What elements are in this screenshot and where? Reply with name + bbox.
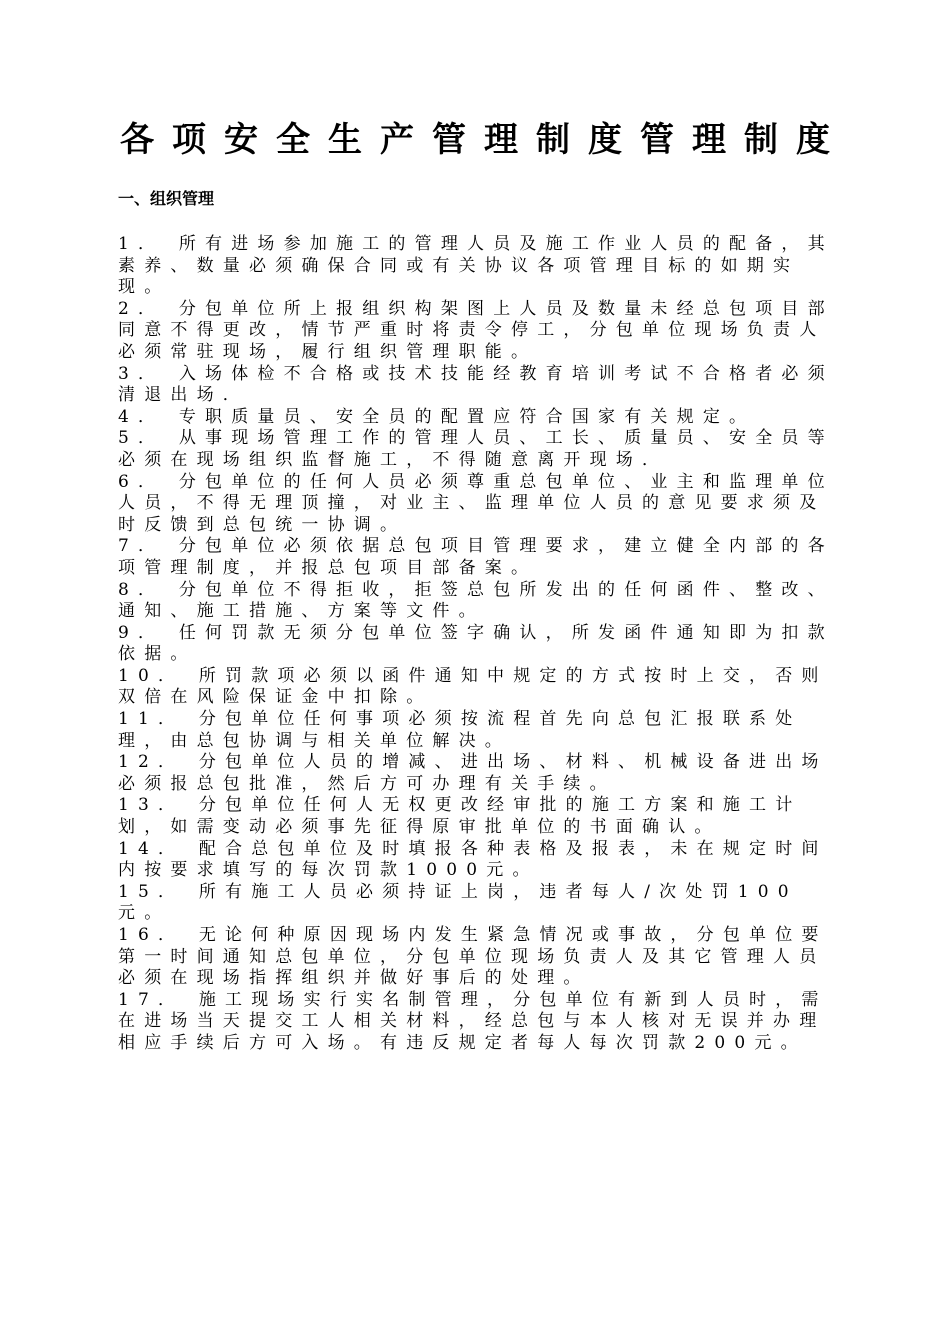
regulation-item: 13． 分包单位任何人无权更改经审批的施工方案和施工计划，如需变动必须事先征得原审批单位的书面确认。	[118, 795, 802, 838]
regulation-item: 9． 任何罚款无须分包单位签字确认，所发函件通知即为扣款依据。	[118, 622, 834, 665]
regulation-item: 14． 配合总包单位及时填报各种表格及报表，未在规定时间内按要求填写的每次罚款1000元。	[118, 838, 828, 881]
regulation-item: 15． 所有施工人员必须持证上岗，违者每人/次处罚100元。	[118, 881, 798, 924]
regulation-item: 6． 分包单位的任何人员必须尊重总包单位、业主和监理单位人员，不得无理顶撞，对业主、监理单位人员的意见要求须及时反馈到总包统一协调。	[118, 471, 834, 535]
regulation-item: 5． 从事现场管理工作的管理人员、工长、质量员、安全员等必须在现场组织监督施工，不得随意离开现场．	[118, 428, 834, 470]
regulation-item: 4． 专职质量员、安全员的配置应符合国家有关规定。	[118, 406, 756, 427]
regulation-item: 12． 分包单位人员的增减、进出场、材料、机械设备进出场必须报总包批准，然后方可办理有关手续。	[118, 752, 828, 794]
document-title: 各项安全生产管理制度管理制度	[120, 120, 848, 160]
regulation-item: 7． 分包单位必须依据总包项目管理要求，建立健全内部的各项管理制度，并报总包项目部备案。	[118, 536, 834, 578]
regulation-list	[118, 234, 840, 1055]
regulation-item: 3． 入场体检不合格或技术技能经教育培训考试不合格者必须清退出场．	[118, 363, 834, 406]
regulation-item: 11． 分包单位任何事项必须按流程首先向总包汇报联系处理，由总包协调与相关单位解决。	[118, 709, 802, 751]
section-heading: 一、组织管理	[118, 189, 215, 208]
regulation-item: 16． 无论何种原因现场内发生紧急情况或事故，分包单位要第一时间通知总包单位，分包单位现场负责人及其它管理人员必须在现场指挥组织并做好事后的处理。	[118, 925, 828, 989]
regulation-item: 2． 分包单位所上报组织构架图上人员及数量未经总包项目部同意不得更改，情节严重时将责令停工，分包单位现场负责人必须常驻现场，履行组织管理职能。	[118, 298, 834, 362]
regulation-item: 8． 分包单位不得拒收，拒签总包所发出的任何函件、整改、通知、施工措施、方案等文件。	[118, 579, 834, 622]
regulation-item: 10． 所罚款项必须以函件通知中规定的方式按时上交，否则双倍在风险保证金中扣除。	[118, 665, 828, 708]
regulation-item: 1． 所有进场参加施工的管理人员及施工作业人员的配备，其素养、数量必须确保合同或有关协议各项管理目标的如期实现。	[118, 234, 834, 298]
regulation-item: 17． 施工现场实行实名制管理，分包单位有新到人员时，需在进场当天提交工人相关材料，经总包与本人核对无误并办理相应手续后方可入场。有违反规定者每人每次罚款200元。	[118, 989, 828, 1053]
